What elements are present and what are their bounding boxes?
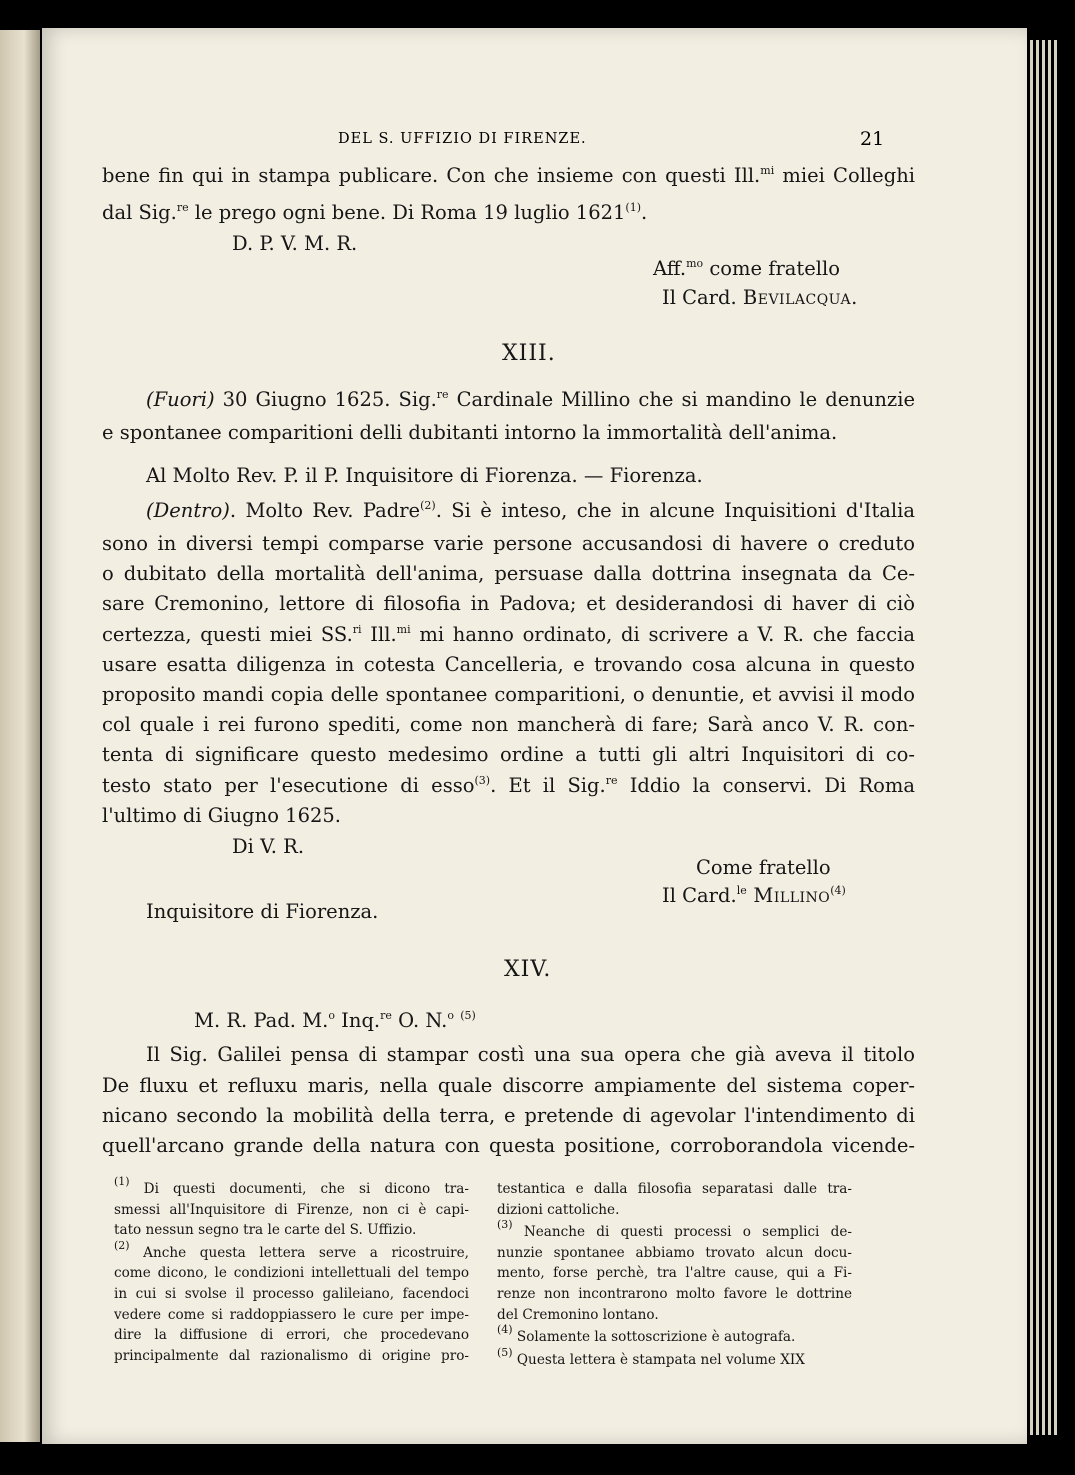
text-line: (Fuori) 30 Giugno 1625. Sig.$^{re}$ Cardinale Millino che si mandino le denunzie (146, 388, 915, 411)
text-line: quell'arcano grande della natura con questa positione, corroborandola vicende- (102, 1134, 915, 1157)
salutation-line: M. R. Pad. M.$^o$ Inq.$^{re}$ O. N.$^o$ $^{(5)}$ (194, 1009, 476, 1032)
text-line: sare Cremonino, lettore di filosofia in Padova; et desiderandosi di haver di ciò (102, 592, 915, 615)
page-stack-edge (1030, 40, 1033, 1435)
footnotes-right (497, 1179, 852, 1370)
closing-formula: Aff.$^{mo}$ come fratello (653, 257, 841, 280)
closing-formula: Di V. R. (232, 835, 305, 858)
footnote: $^{(3)}$ Neanche di questi processi o semplici de- nunzie spontanee abbiamo trovato alcun docu- mento, forse perchè, tra l'altre cause, qui a Fi- renze non incontrarono molto favore le dottrine del Cremonino lontano. (497, 1218, 852, 1323)
page-stack-edge (1054, 40, 1057, 1435)
text-line: tenta di significare questo medesimo ordine a tutti gli altri Inquisitori di co- (102, 743, 915, 766)
footnotes-left (114, 1175, 469, 1366)
page-stack-edge (1036, 40, 1039, 1435)
text-line: usare esatta diligenza in cotesta Cancelleria, e trovando cosa alcuna in questo (102, 653, 915, 676)
closing-formula: Come fratello (696, 856, 831, 879)
footnote: $^{(5)}$ Questa lettera è stampata nel volume XIX (497, 1345, 805, 1368)
text-line: certezza, questi miei SS.$^{ri}$ Ill.$^{mi}$ mi hanno ordinato, di scrivere a V. R. che faccia (102, 623, 915, 646)
closing-formula: D. P. V. M. R. (232, 232, 358, 255)
footnote: $^{(4)}$ Solamente la sottoscrizione è autografa. (497, 1323, 796, 1346)
running-title: DEL S. UFFIZIO DI FIRENZE. (338, 131, 587, 147)
text-line: testo stato per l'esecutione di esso$^{(3)}$. Et il Sig.$^{re}$ Iddio la conservi. Di Roma (102, 774, 915, 797)
signature: Il Card.$^{le}$ Millino$^{(4)}$ (662, 884, 846, 907)
address-line: Al Molto Rev. P. il P. Inquisitore di Fiorenza. — Fiorenza. (146, 464, 703, 487)
text-line: (Dentro). Molto Rev. Padre$^{(2)}$. Si è inteso, che in alcune Inquisitioni d'Italia (146, 499, 916, 522)
footnote: $^{(2)}$ Anche questa lettera serve a ricostruire, come dicono, le condizioni intellettuali del tempo in cui si svolse il processo galileiano, facendoci vedere come si raddoppiassero le cure per impe- dire la diffusione di errori, che procedevano principalmente dal razionalismo di origine pro- (114, 1238, 469, 1364)
text-line: o dubitato della mortalità dell'anima, persuase dalla dottrina insegnata da Ce- (102, 562, 915, 585)
book-page (42, 28, 1027, 1444)
footnote: testantica e dalla filosofia separatasi dalle tra- dizioni cattoliche. (497, 1181, 852, 1218)
text-line: dal Sig.$^{re}$ le prego ogni bene. Di Roma 19 luglio 1621$^{(1)}$. (102, 201, 648, 224)
text-line: De fluxu et refluxu maris, nella quale discorre ampiamente del sistema coper- (102, 1074, 915, 1097)
recipient-line: Inquisitore di Fiorenza. (146, 900, 379, 923)
text-line: l'ultimo di Giugno 1625. (102, 804, 341, 827)
text-line: nicano secondo la mobilità della terra, e pretende di agevolar l'intendimento di (102, 1104, 915, 1127)
text-line: bene fin qui in stampa publicare. Con che insieme con questi Ill.$^{mi}$ miei Colleghi (102, 164, 915, 187)
text-line: e spontanee comparitioni delli dubitanti intorno la immortalità dell'anima. (102, 421, 838, 444)
text-line: col quale i rei furono spediti, come non mancherà di fare; Sarà anco V. R. con- (102, 713, 915, 736)
page-stack-edge (1048, 40, 1051, 1435)
footnote: $^{(1)}$ Di questi documenti, che si dicono tra- smessi all'Inquisitore di Firenze, non ci è capi- tato nessun segno tra le carte del S. Uffizio. (114, 1175, 469, 1239)
page-stack-edge (1042, 40, 1045, 1435)
text-line: sono in diversi tempi comparse varie persone accusandosi di havere o creduto (102, 532, 915, 555)
text-line: proposito mandi copia delle spontanee comparitioni, o denuntie, et avvisi il modo (102, 683, 915, 706)
page-number: 21 (860, 128, 885, 150)
section-heading: XIV. (504, 957, 552, 982)
section-heading: XIII. (502, 341, 556, 366)
signature: Il Card. Bevilacqua. (662, 286, 858, 309)
text-line: Il Sig. Galilei pensa di stampar costì una sua opera che già aveva il titolo (146, 1043, 915, 1066)
facing-page-edge (0, 30, 40, 1442)
